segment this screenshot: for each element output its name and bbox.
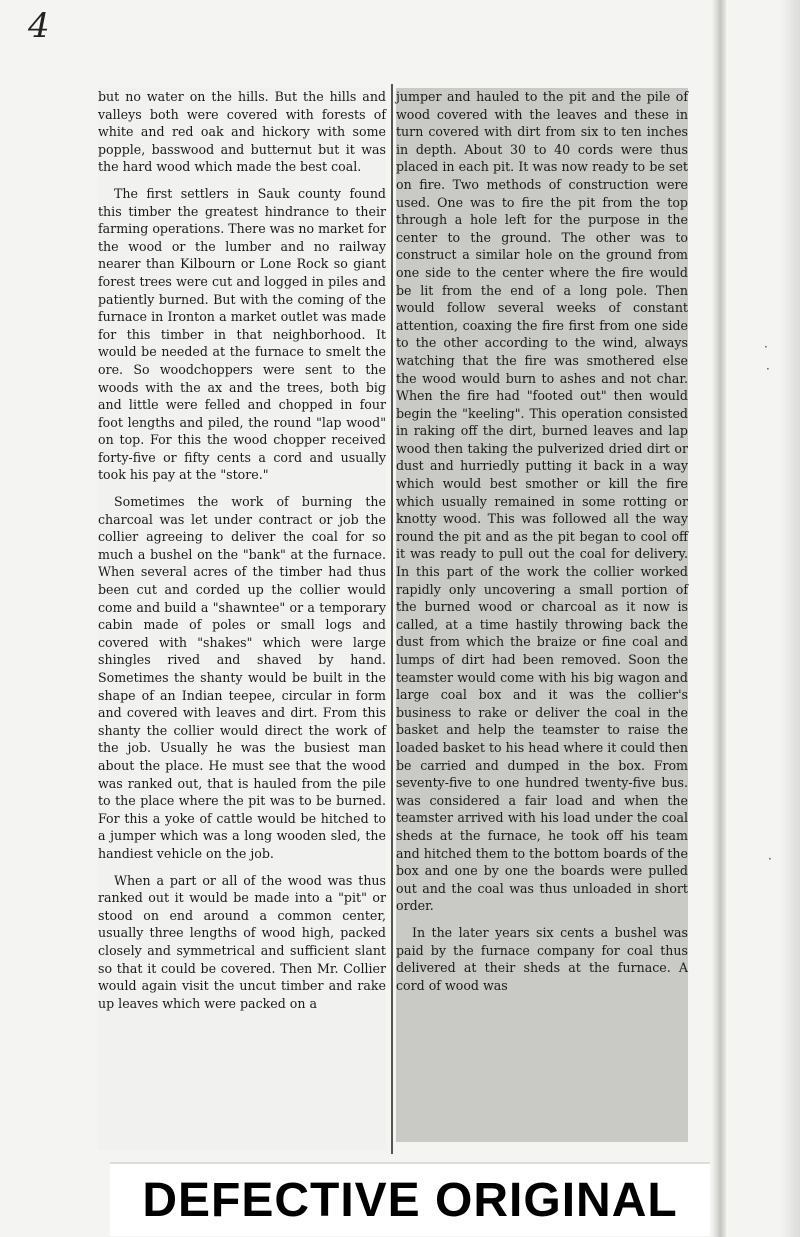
paragraph: When a part or all of the wood was thus ranked out it would be made into a "pit" or stood on end around a common center, usually three lengths of wood high, packed closely and symmetrical and sufficient slant so that it could be covered. Then Mr. Collier would again visit the uncut timber and rake up leaves which were packed on a	[98, 872, 386, 1011]
page-edge-shadow-outer	[780, 0, 800, 1237]
paragraph: In the later years six cents a bushel was paid by the furnace company for coal thus delivered at their sheds at the furnace. A cord of wood was	[396, 924, 688, 993]
paragraph: but no water on the hills. But the hills and valleys both were covered with forests of white and red oak and hickory with some popple, basswood and butternut but it was the hard wood which made the best coal.	[98, 89, 386, 175]
article-column-right	[396, 88, 688, 1142]
page-number: 4	[28, 6, 50, 46]
paragraph: The first settlers in Sauk county found this timber the greatest hindrance to their farming operations. There was no market for the wood or the lumber and no railway nearer than Kilbourn or Lone Rock so giant forest trees were cut and logged in piles and patiently burned. But with the coming of the furnace in Ironton a market outlet was made for this timber in that neighborhood. It would be needed at the furnace to smelt the ore. So woodchoppers were sent to the woods with the ax and the trees, both big and little were felled and chopped in four foot lengths and piled, the round "lap wood" on top. For this the wood chopper received forty-five or fifty cents a cord and usually took his pay at the "store."	[98, 185, 386, 483]
column-divider	[391, 84, 393, 1154]
margin-speck: ·	[764, 340, 768, 354]
article-column-left	[98, 88, 386, 1150]
margin-speck: ·	[766, 362, 770, 376]
paragraph: Sometimes the work of burning the charcoal was let under contract or job the collier agreeing to deliver the coal for so much a bushel on the "bank" at the furnace. When several acres of the timber had thus been cut and corded up the collier would come and build a "shawntee" or a temporary cabin made of poles or small logs and covered with "shakes" which were large shingles rived and shaved by hand. Sometimes the shanty would be built in the shape of an Indian teepee, circular in form and covered with leaves and dirt. From this shanty the collier would direct the work of the job. Usually he was the busiest man about the place. He must see that the wood was ranked out, that is hauled from the pile to the place where the pit was to be burned. For this a yoke of cattle would be hitched to a jumper which was a long wooden sled, the handiest vehicle on the job.	[98, 494, 386, 861]
defective-original-stamp	[110, 1162, 710, 1236]
stamp-text: DEFECTIVE ORIGINAL	[142, 1173, 678, 1227]
margin-speck: ·	[768, 852, 772, 866]
paragraph: jumper and hauled to the pit and the pile of wood covered with the leaves and these in turn covered with dirt from six to ten inches in depth. About 30 to 40 cords were thus placed in each pit. It was now ready to be set on fire. Two methods of construction were used. One was to fire the pit from the top through a hole left for the purpose in the center to the ground. The other was to construct a similar hole on the ground from one side to the center where the fire would be lit from the end of a long pole. Then would follow several weeks of constant attention, coaxing the fire first from one side to the other according to the wind, always watching that the fire was smothered else the wood would burn to ashes and not char. When the fire had "footed out" then would begin the "keeling". This operation consisted in raking off the dirt, burned leaves and lap wood then taking the pulverized dried dirt or dust and hurriedly putting it back in a way which would best smother or kill the fire which usually remained in some rotting or knotty wood. This was followed all the way round the pit and as the pit began to cool off it was ready to pull out the coal for delivery. In this part of the work the collier worked rapidly only uncovering a small portion of the burned wood or charcoal as it now is called, at a time hastily throwing back the dust from which the braize or fine coal and lumps of dirt had been removed. Soon the teamster would come with his big wagon and large coal box and it was the collier's business to rake or deliver the coal in the basket and help the teamster to raise the loaded basket to his head where it could then be carried and dumped in the box. From seventy-five to one hundred twenty-five bus. was considered a fair load and when the teamster arrived with his load under the coal sheds at the furnace, he took off his team and hitched them to the bottom boards of the box and one by one the boards were pulled out and the coal was thus unloaded in short order.	[396, 89, 688, 914]
page-edge-shadow	[712, 0, 726, 1237]
